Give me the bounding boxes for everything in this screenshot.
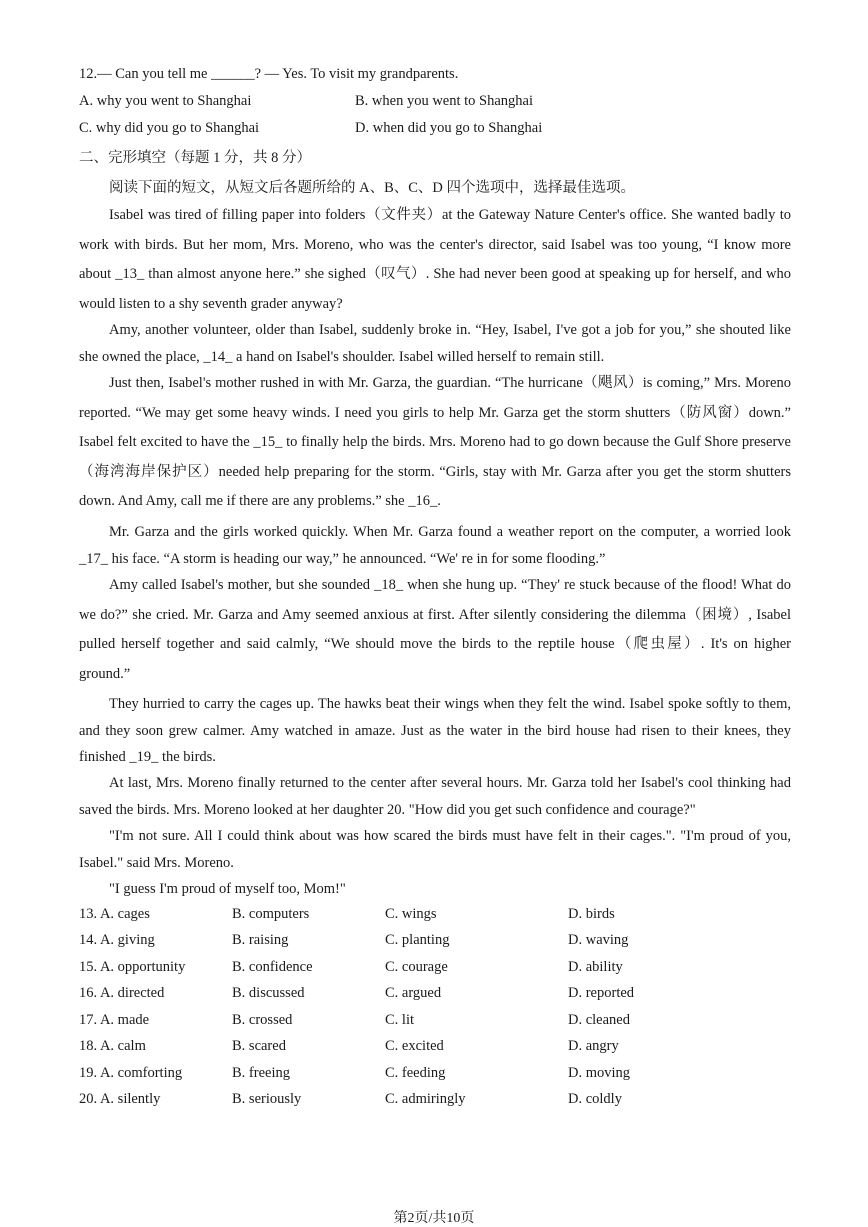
passage-paragraph: Mr. Garza and the girls worked quickly. When Mr. Garza found a weather report on the computer, a worried look _17_ his face. “A storm is heading our way,” he announced. “We' re in for some flooding.” <box>79 524 791 567</box>
question-12-option-c: C. why did you go to Shanghai <box>79 120 260 136</box>
question-12-stem: 12.— Can you tell me ______? — Yes. To visit my grandparents. <box>79 66 459 82</box>
passage-paragraph: At last, Mrs. Moreno finally returned to the center after several hours. Mr. Garza told her Isabel's cool thinking had saved the birds. Mrs. Moreno looked at her daughter 20. "How did you get such confidence and courage?" <box>79 775 791 818</box>
choice-row <box>79 985 791 1011</box>
passage <box>79 369 791 517</box>
choice-d: D. coldly <box>568 1091 622 1107</box>
choice-b: B. discussed <box>232 985 305 1001</box>
passage <box>79 770 791 823</box>
passage <box>79 823 791 876</box>
choice-c: C. excited <box>385 1038 444 1054</box>
choice-d: D. reported <box>568 985 635 1001</box>
choice-row <box>79 1038 791 1064</box>
choice-row <box>79 1091 791 1117</box>
passage <box>79 317 791 370</box>
passage-paragraph: "I guess I'm proud of myself too, Mom!" <box>109 881 346 897</box>
choice-row <box>79 906 791 932</box>
passage-paragraph: Just then, Isabel's mother rushed in with Mr. Garza, the guardian. “The hurricane（飓风）is coming,” Mrs. Moreno reported. “We may get some heavy winds. I need you girls to help Mr. Garza get the storm shutters（防风窗）down.” Isabel felt excited to have the _15_ to finally help the birds. Mrs. Moreno had to go down because the Gulf Shore preserve（海湾海岸保护区）needed help preparing for the storm. “Girls, stay with Mr. Garza after you get the storm shutters down. And Amy, call me if there are any problems.” she _16_. <box>79 375 791 509</box>
passage <box>79 571 791 689</box>
passage-paragraph: Amy, another volunteer, older than Isabel, suddenly broke in. “Hey, Isabel, I've got a job for you,” she shouted like she owned the place, _14_ a hand on Isabel's shoulder. Isabel willed herself to remain still. <box>79 322 791 365</box>
choice-a: 20. A. silently <box>79 1091 161 1107</box>
choice-b: B. scared <box>232 1038 286 1054</box>
section-heading: 二、完形填空（每题 1 分，共 8 分） <box>79 150 311 166</box>
question-12-option-d: D. when did you go to Shanghai <box>355 120 543 136</box>
choice-d: D. cleaned <box>568 1012 630 1028</box>
choice-b: B. seriously <box>232 1091 302 1107</box>
choice-d: D. moving <box>568 1065 631 1081</box>
passage-paragraph: Isabel was tired of filling paper into folders（文件夹）at the Gateway Nature Center's office. She wanted badly to work with birds. But her mom, Mrs. Moreno, who was the center's director, said Isabel was too young, “I know more about _13_ than almost anyone here.” she sighed（叹气）. She had never been good at speaking up for herself, and who would listen to a shy seventh grader anyway? <box>79 207 791 312</box>
choice-a: 17. A. made <box>79 1012 150 1028</box>
section-instruction: 阅读下面的短文，从短文后各题所给的 A、B、C、D 四个选项中，选择最佳选项。 <box>109 180 636 196</box>
choice-d: D. birds <box>568 906 615 922</box>
choice-d: D. ability <box>568 959 623 975</box>
choice-c: C. planting <box>385 932 450 948</box>
choice-a: 13. A. cages <box>79 906 150 922</box>
choice-c: C. lit <box>385 1012 415 1028</box>
choice-c: C. argued <box>385 985 442 1001</box>
passage-paragraph: "I'm not sure. All I could think about was how scared the birds must have felt in their cages.". "I'm proud of you, Isabel." said Mrs. Moreno. <box>79 828 791 871</box>
page-number: 第2页/共10页 <box>393 1211 475 1226</box>
passage-paragraph: Amy called Isabel's mother, but she sounded _18_ when she hung up. “They' re stuck because of the flood! What do we do?” she cried. Mr. Garza and Amy seemed anxious at first. After silently considering the dilemma（困境）, Isabel pulled herself together and said calmly, “We should move the birds to the reptile house（爬虫屋）. It's on higher ground.” <box>79 577 791 682</box>
choice-row <box>79 959 791 985</box>
choice-a: 19. A. comforting <box>79 1065 183 1081</box>
choice-b: B. raising <box>232 932 289 948</box>
choice-row <box>79 932 791 958</box>
choice-d: D. angry <box>568 1038 619 1054</box>
passage <box>79 519 791 572</box>
choice-c: C. admiringly <box>385 1091 466 1107</box>
choice-b: B. crossed <box>232 1012 293 1028</box>
choice-c: C. feeding <box>385 1065 446 1081</box>
choice-row <box>79 1065 791 1091</box>
choice-a: 16. A. directed <box>79 985 165 1001</box>
question-12-option-b: B. when you went to Shanghai <box>355 93 534 109</box>
choice-a: 18. A. calm <box>79 1038 146 1054</box>
question-12-option-a: A. why you went to Shanghai <box>79 93 252 109</box>
passage <box>79 201 791 319</box>
choice-b: B. confidence <box>232 959 313 975</box>
choice-row <box>79 1012 791 1038</box>
choice-c: C. courage <box>385 959 448 975</box>
passage <box>79 876 791 903</box>
choice-d: D. waving <box>568 932 629 948</box>
choice-c: C. wings <box>385 906 437 922</box>
choice-b: B. freeing <box>232 1065 290 1081</box>
choice-a: 15. A. opportunity <box>79 959 186 975</box>
passage-paragraph: They hurried to carry the cages up. The hawks beat their wings when they felt the wind. Isabel spoke softly to them, and they soon grew calmer. Amy watched in amaze. Just as the water in the bird house had risen to their knees, they finished _19_ the birds. <box>79 696 791 765</box>
passage <box>79 691 791 771</box>
choice-a: 14. A. giving <box>79 932 155 948</box>
choice-b: B. computers <box>232 906 310 922</box>
